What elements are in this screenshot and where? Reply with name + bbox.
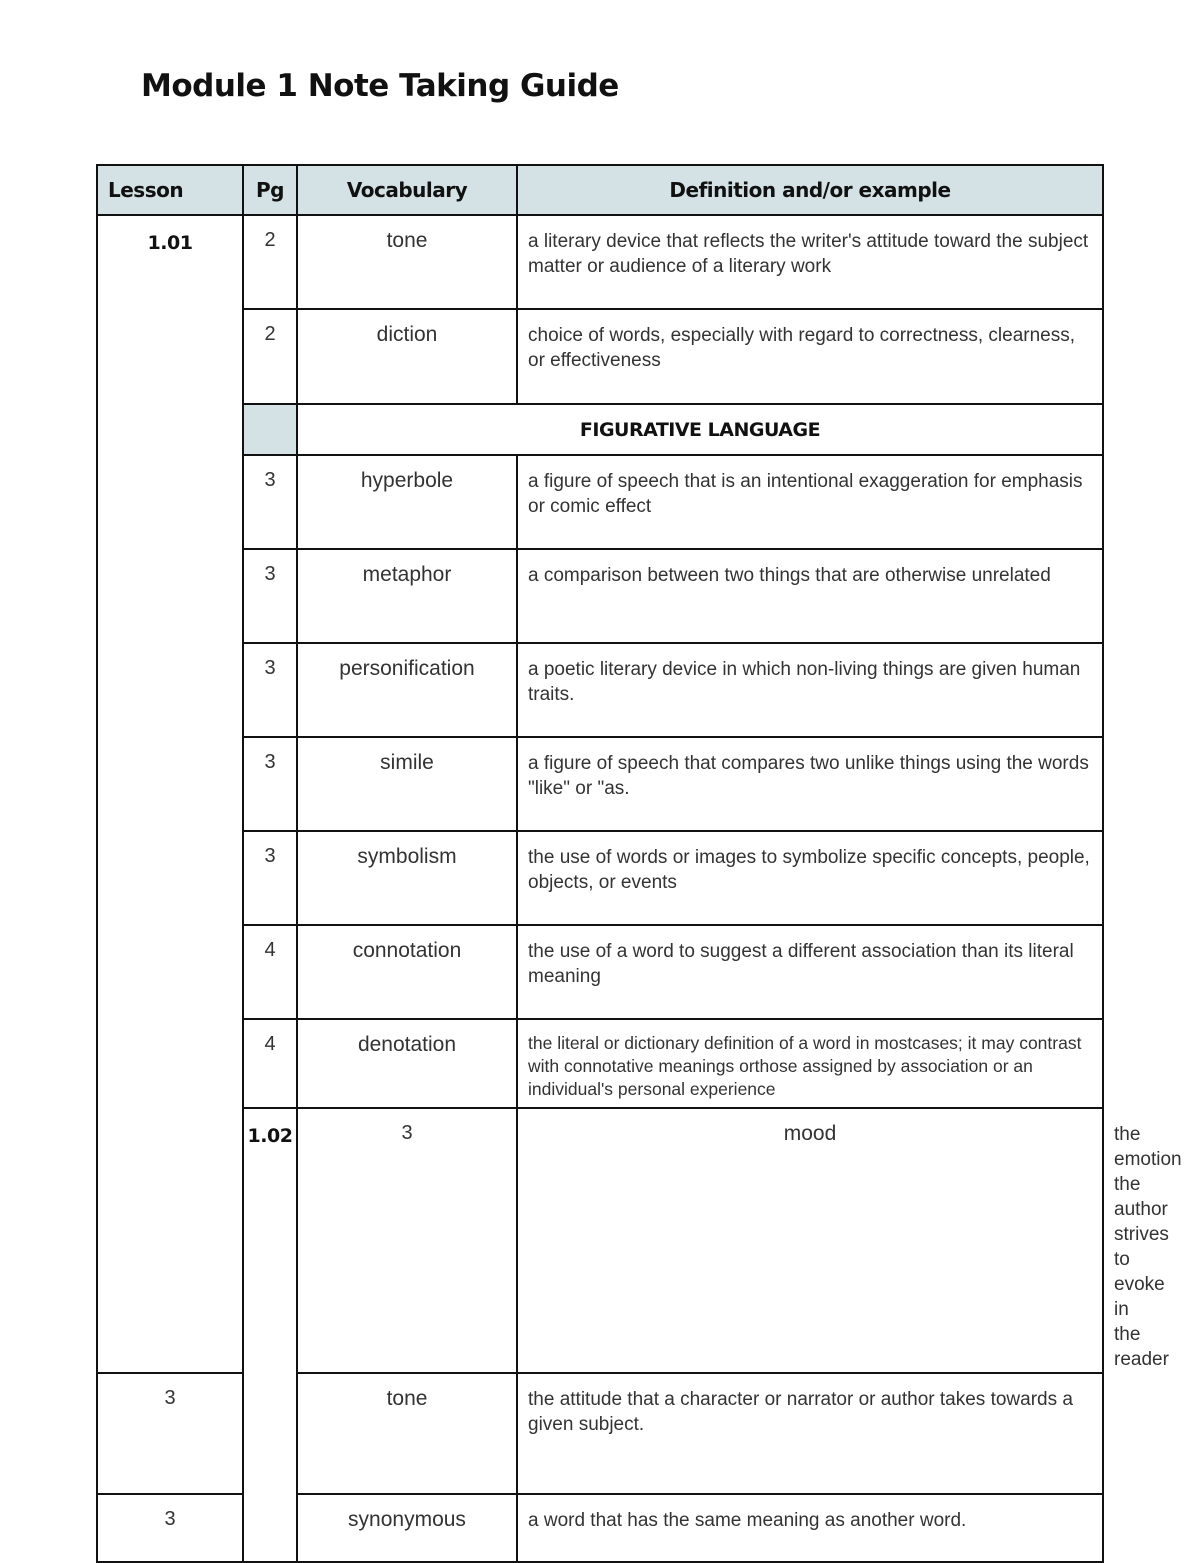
page-number: 2 bbox=[243, 309, 297, 404]
table-row bbox=[97, 737, 1103, 831]
definition: a figure of speech that is an intentional exaggeration for emphasis or comic effect bbox=[517, 455, 1103, 549]
definition: choice of words, especially with regard to correctness, clearness, or effectiveness bbox=[517, 309, 1103, 404]
page-number: 3 bbox=[97, 1373, 243, 1494]
page-number: 3 bbox=[243, 643, 297, 737]
section-heading: FIGURATIVE LANGUAGE bbox=[297, 404, 1103, 455]
vocab-term: personification bbox=[297, 643, 517, 737]
page-number: 3 bbox=[297, 1108, 517, 1373]
page-number: 2 bbox=[243, 215, 297, 309]
definition: the use of a word to suggest a different association than its literal meaning bbox=[517, 925, 1103, 1019]
page-number: 3 bbox=[243, 831, 297, 925]
vocab-term: tone bbox=[297, 215, 517, 309]
table-row bbox=[97, 455, 1103, 549]
table-row bbox=[97, 309, 1103, 404]
lesson-cell: 1.02 bbox=[243, 1108, 297, 1562]
page-number: 3 bbox=[243, 549, 297, 643]
vocab-term: denotation bbox=[297, 1019, 517, 1108]
vocab-term: metaphor bbox=[297, 549, 517, 643]
vocab-term: synonymous bbox=[297, 1494, 517, 1562]
table-row bbox=[97, 831, 1103, 925]
vocab-term: symbolism bbox=[297, 831, 517, 925]
page-number: 3 bbox=[97, 1494, 243, 1562]
note-taking-table bbox=[96, 164, 1182, 1563]
vocab-term: diction bbox=[297, 309, 517, 404]
section-shade-cell bbox=[243, 404, 297, 455]
header-lesson: Lesson bbox=[97, 165, 243, 215]
definition: a figure of speech that compares two unlike things using the words "like" or "as. bbox=[517, 737, 1103, 831]
page-title: Module 1 Note Taking Guide bbox=[141, 68, 619, 104]
header-definition: Definition and/or example bbox=[517, 165, 1103, 215]
table-row bbox=[97, 1019, 1103, 1108]
page-number: 3 bbox=[243, 455, 297, 549]
table-header-row bbox=[97, 165, 1103, 215]
table-row bbox=[97, 643, 1103, 737]
vocab-term: simile bbox=[297, 737, 517, 831]
definition: the literal or dictionary definition of a word in mostcases; it may contrast with connotative meanings orthose assigned by association or an individual's personal experience bbox=[517, 1019, 1103, 1108]
table-row bbox=[97, 925, 1103, 1019]
definition: a comparison between two things that are otherwise unrelated bbox=[517, 549, 1103, 643]
table-row: 1.02 3 mood the emotion the author strives to evoke in the reader bbox=[97, 1108, 1103, 1373]
vocab-term: tone bbox=[297, 1373, 517, 1494]
vocab-term: hyperbole bbox=[297, 455, 517, 549]
table-row bbox=[97, 549, 1103, 643]
table-row bbox=[97, 215, 1103, 309]
definition: a word that has the same meaning as another word. bbox=[517, 1494, 1103, 1562]
header-vocabulary: Vocabulary bbox=[297, 165, 517, 215]
lesson-cell: 1.01 bbox=[97, 215, 243, 1373]
header-pg: Pg bbox=[243, 165, 297, 215]
page-number: 4 bbox=[243, 925, 297, 1019]
vocab-term: mood bbox=[517, 1108, 1103, 1373]
page-number: 3 bbox=[243, 737, 297, 831]
definition: a literary device that reflects the writer's attitude toward the subject matter or audience of a literary work bbox=[517, 215, 1103, 309]
vocab-term: connotation bbox=[297, 925, 517, 1019]
definition: a poetic literary device in which non-living things are given human traits. bbox=[517, 643, 1103, 737]
section-row bbox=[97, 404, 1103, 455]
definition: the attitude that a character or narrator or author takes towards a given subject. bbox=[517, 1373, 1103, 1494]
definition: the use of words or images to symbolize specific concepts, people, objects, or events bbox=[517, 831, 1103, 925]
page-number: 4 bbox=[243, 1019, 297, 1108]
